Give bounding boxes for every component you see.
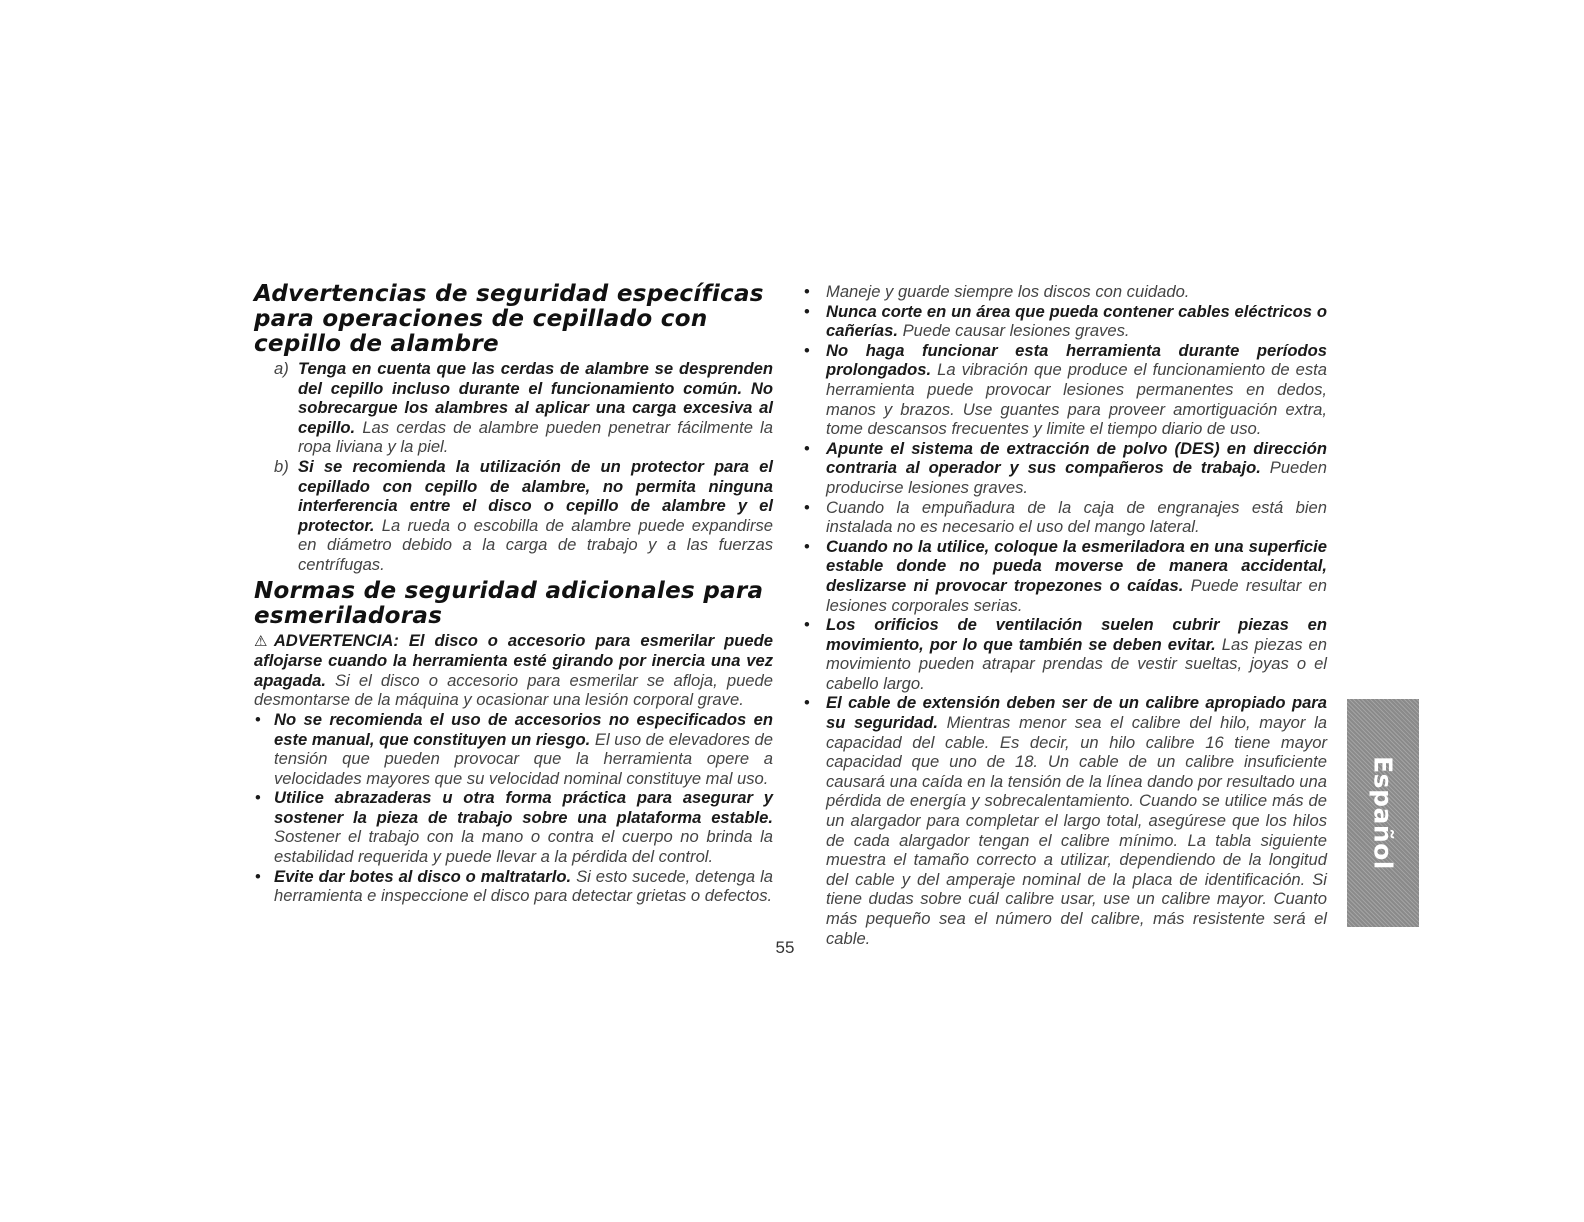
list-item — [254, 867, 773, 906]
warning-bold-text: ADVERTENCIA: El disco o accesorio para esmerilar puede aflojarse cuando la herramienta esté girando por inercia una vez apagada. — [254, 630, 773, 690]
item-text: Sostener el trabajo con la mano o contra el cuerpo no brinda la estabilidad requerida y puede llevar a la pérdida del control. — [274, 827, 773, 867]
right-column — [812, 282, 1327, 948]
grinder-bullet-list — [254, 710, 773, 906]
section-heading-grinders: Normas de seguridad adicionales para esmeriladoras — [254, 577, 764, 629]
language-tab — [1347, 699, 1419, 927]
list-item — [254, 359, 773, 457]
list-item — [812, 693, 1327, 948]
item-text: Mientras menor sea el calibre del hilo, mayor la capacidad del cable. Es decir, un hilo calibre 16 tiene mayor capacidad que uno de 18. Un cable de un calibre insuficiente causará una caída en la tensión de la línea dando por resultado una pérdida de energía y sobrecalentamiento. Cuando se utilice más de un alargador para completar el largo total, asegúrese que los hilos de cada alargador tengan el calibre mínimo. La tabla siguiente muestra el tamaño correcto a utilizar, dependiendo de la longitud del cable y del amperaje nominal de la placa de identificación. Si tiene dudas sobre cuál calibre usar, use un calibre mayor. Cuanto más pequeño sea el número del calibre, más resistente será el cable. — [826, 713, 1327, 948]
left-column — [254, 282, 773, 906]
item-text: Si esto sucede, detenga la herramienta e inspeccione el disco para detectar grietas o defectos. — [274, 866, 774, 906]
list-item — [812, 537, 1327, 615]
item-marker: a) — [274, 359, 289, 378]
item-bold-text: No se recomienda el uso de accesorios no especificados en este manual, que constituyen un riesgo. — [274, 709, 773, 749]
item-bold-text: Cuando no la utilice, coloque la esmeriladora en una superficie estable donde no pueda moverse de manera accidental, deslizarse ni provocar tropezones o caídas. — [826, 536, 1327, 595]
item-bold-text: Evite dar botes al disco o maltratarlo. — [274, 866, 572, 886]
warning-text: Si el disco o accesorio para esmerilar se afloja, puede desmontarse de la máquina y ocasionar una lesión corporal grave. — [254, 670, 773, 710]
list-item — [254, 788, 773, 866]
section-heading-wire-brush: Advertencias de seguridad específicas para operaciones de cepillado con cepillo de alambre — [254, 281, 764, 357]
item-text: Las cerdas de alambre pueden penetrar fácilmente la ropa liviana y la piel. — [298, 417, 773, 457]
item-bold-text: Nunca corte en un área que pueda contener cables eléctricos o cañerías. — [826, 301, 1327, 341]
page-number: 55 — [775, 938, 795, 957]
warning-triangle-icon: ⚠ — [254, 632, 273, 650]
item-text: Las piezas en movimiento pueden atrapar prendas de vestir sueltas, joyas o el cabello largo. — [826, 634, 1327, 693]
item-bold-text: Utilice abrazaderas u otra forma práctica para asegurar y sostener la pieza de trabajo sobre una plataforma estable. — [274, 788, 773, 827]
list-item — [812, 498, 1327, 537]
list-item — [254, 710, 773, 788]
item-text: Cuando la empuñadura de la caja de engranajes está bien instalada no es necesario el uso del mango lateral. — [826, 497, 1327, 537]
item-marker: b) — [274, 456, 289, 476]
item-text: Puede causar lesiones graves. — [902, 321, 1130, 341]
item-text: La rueda o escobilla de alambre puede expandirse en diámetro debido a la carga de trabajo y a las fuerzas centrífugas. — [298, 515, 773, 574]
list-item — [812, 302, 1327, 341]
item-text: Maneje y guarde siempre los discos con cuidado. — [826, 282, 1190, 301]
item-text: Pueden producirse lesiones graves. — [826, 458, 1327, 497]
item-bold-text: No haga funcionar esta herramienta durante períodos prolongados. — [826, 340, 1327, 380]
item-bold-text: El cable de extensión deben ser de un calibre apropiado para su seguridad. — [826, 693, 1327, 733]
list-item — [812, 615, 1327, 693]
item-bold-text: Apunte el sistema de extracción de polvo (DES) en dirección contraria al operador y sus compañeros de trabajo. — [826, 438, 1327, 478]
safety-bullet-list — [812, 282, 1327, 948]
item-text: La vibración que produce el funcionamiento de esta herramienta puede provocar lesiones permanentes en dedos, manos y brazos. Use guantes para proveer amortiguación extra, tome descansos frecuentes y limite el tiempo diario de uso. — [826, 360, 1327, 439]
warning-paragraph — [254, 631, 773, 710]
list-item — [812, 439, 1327, 498]
item-bold-text: Los orificios de ventilación suelen cubrir piezas en movimiento, por lo que también se deben evitar. — [826, 615, 1327, 654]
list-item — [254, 457, 773, 575]
item-text: Puede resultar en lesiones corporales serias. — [826, 575, 1327, 615]
list-item — [812, 282, 1327, 302]
item-text: El uso de elevadores de tensión que pueden provocar que la herramienta opere a velocidades mayores que su velocidad nominal constituye mal uso. — [274, 729, 773, 788]
item-bold-text: Si se recomienda la utilización de un protector para el cepillado con cepillo de alambre, no permita ninguna interferencia entre el disco o cepillo de alambre y el protector. — [298, 456, 773, 535]
list-item — [812, 341, 1327, 439]
language-tab-label: Español — [1368, 756, 1398, 870]
item-bold-text: Tenga en cuenta que las cerdas de alambre se desprenden del cepillo incluso durante el funcionamiento común. No sobrecargue los alambres al aplicar una carga excesiva al cepillo. — [298, 359, 773, 437]
wire-brush-list — [254, 359, 773, 575]
